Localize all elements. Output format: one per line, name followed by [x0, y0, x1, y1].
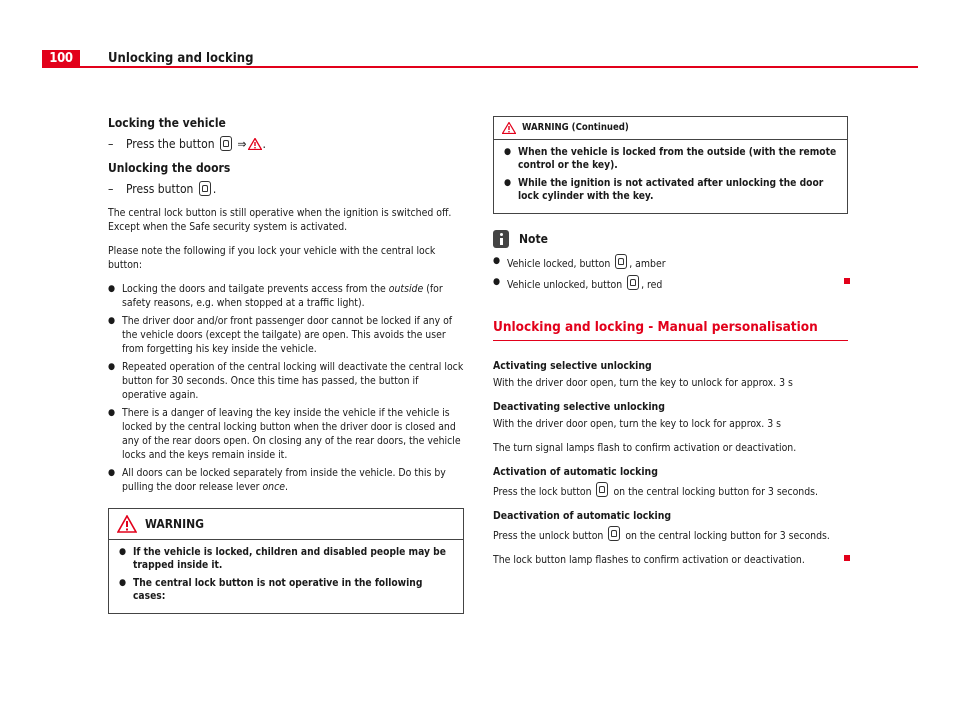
unlock-button-icon [199, 181, 211, 196]
unlocking-step-text: Press button [126, 181, 194, 196]
lamp-flash-text: The lock button lamp flashes to confirm activation or deactivation. [493, 554, 805, 566]
locking-step: – Press the button ⇒ . [108, 136, 266, 151]
list-item: ● The central lock button is not operative in the following cases: [119, 578, 423, 602]
warning-triangle-icon [502, 122, 516, 134]
warning-body [109, 540, 463, 613]
activating-selective-title: Activating selective unlocking [493, 360, 652, 372]
deactivation-auto-text: Press the unlock button on the central locking button for 3 seconds. [493, 526, 848, 543]
warning-continued-header [494, 117, 847, 140]
right-column [493, 116, 848, 577]
warning-continued-title: WARNING (Continued) [522, 122, 629, 133]
section-title: Unlocking and locking - Manual personalisation [493, 320, 848, 341]
list-item: ● The driver door and/or front passenger door cannot be locked if any of the vehicle doors (except the tailgate) are open. This avoids the user from forgetting his key inside the vehicle. [108, 315, 453, 355]
ref-arrow: ⇒ [237, 136, 247, 151]
activation-auto-text: Press the lock button on the central locking button for 3 seconds. [493, 482, 848, 499]
list-item: ● When the vehicle is locked from the outside (with the remote control or the key). [504, 147, 837, 171]
list-item: ● Vehicle unlocked, button , red [493, 275, 848, 292]
activation-auto-title: Activation of automatic locking [493, 466, 658, 478]
list-item: ● All doors can be locked separately from inside the vehicle. Do this by pulling the door release lever once. [108, 467, 446, 493]
lock-button-icon [596, 482, 608, 497]
paragraph-note-following: Please note the following if you lock your vehicle with the central lock button: [108, 245, 436, 271]
unlocking-title: Unlocking the doors [108, 161, 231, 175]
paragraph-central-lock: The central lock button is still operative when the ignition is switched off. Except when the Safe security system is activated. [108, 207, 452, 233]
unlock-button-icon [608, 526, 620, 541]
list-item: ● While the ignition is not activated after unlocking the door lock cylinder with the key. [504, 178, 824, 202]
locking-step-text: Press the button [126, 136, 215, 151]
warning-box [108, 508, 464, 614]
unlock-button-icon [627, 275, 639, 290]
list-item: ● Repeated operation of the central locking will deactivate the central lock button for 30 seconds. Once this time has passed, the button if operative again. [108, 361, 464, 401]
note-title: Note [519, 232, 548, 246]
turn-signal-text: The turn signal lamps flash to confirm activation or deactivation. [493, 442, 797, 454]
section-end-marker [844, 555, 850, 561]
page-header-title: Unlocking and locking [108, 51, 254, 66]
section-end-marker [844, 278, 850, 284]
warning-header [109, 509, 463, 540]
note-header [493, 230, 848, 248]
deactivation-auto-title: Deactivation of automatic locking [493, 510, 672, 522]
note-info-icon [493, 230, 509, 248]
list-item: ● Vehicle locked, button , amber [493, 256, 666, 270]
deactivating-selective-title: Deactivating selective unlocking [493, 401, 665, 413]
deactivating-selective-text: With the driver door open, turn the key to lock for approx. 3 s [493, 418, 782, 430]
list-item: ● Locking the doors and tailgate prevents access from the outside (for safety reasons, e.g. when stopped at a traffic light). [108, 283, 443, 309]
page-number: 100 [42, 50, 80, 68]
activating-selective-text: With the driver door open, turn the key to unlock for approx. 3 s [493, 377, 793, 389]
warning-triangle-icon [248, 138, 262, 150]
unlocking-step: – Press button . [108, 181, 217, 196]
list-item: ● There is a danger of leaving the key inside the vehicle if the vehicle is locked by the central locking button when the driver door is closed and any of the rear doors open. On closing any of the rear doors, the vehicle locks and the keys remain inside it. [108, 407, 461, 461]
header-rule [80, 66, 918, 68]
left-column [108, 116, 464, 614]
warning-triangle-icon [117, 515, 137, 533]
lock-button-icon [615, 254, 627, 269]
warning-continued-box [493, 116, 848, 214]
warning-continued-body [494, 140, 847, 213]
warning-title: WARNING [145, 517, 204, 531]
list-item: ● If the vehicle is locked, children and disabled people may be trapped inside it. [119, 547, 446, 571]
lock-button-icon [220, 136, 232, 151]
locking-title: Locking the vehicle [108, 116, 226, 130]
